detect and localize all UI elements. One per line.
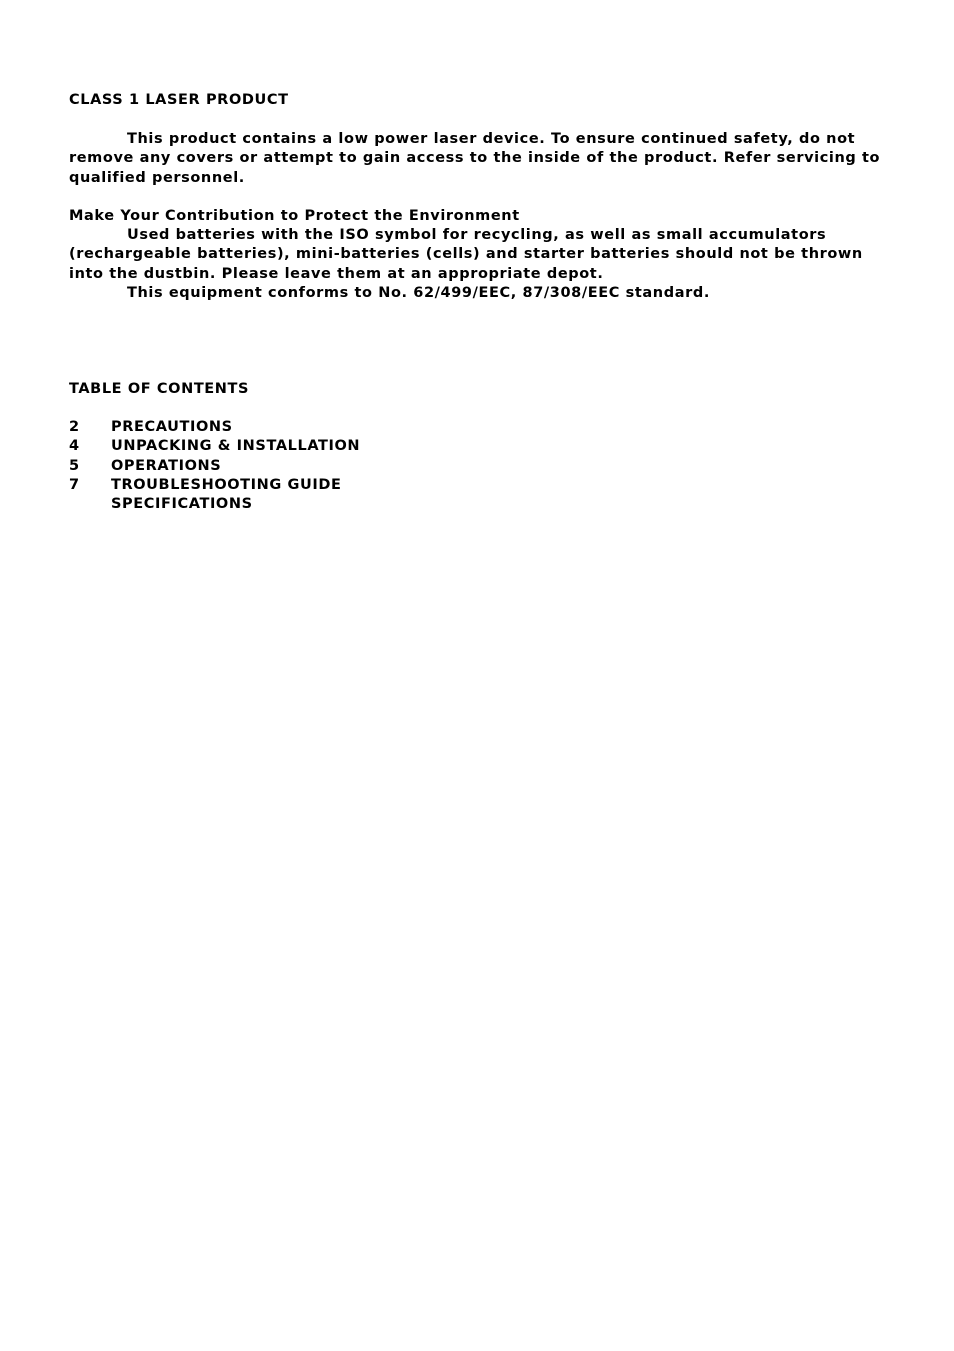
toc-title: UNPACKING & INSTALLATION xyxy=(111,438,361,455)
toc-page-number: 7 xyxy=(69,476,80,493)
toc-title: TROUBLESHOOTING GUIDE xyxy=(111,476,342,493)
toc-page-number: 5 xyxy=(69,457,80,474)
laser-warning-text: This product contains a low power laser device. To ensure continued safety, do not remove any covers or attempt to gain access to the inside of the product. Refer servicing to qualified personnel. xyxy=(69,131,881,186)
toc-title: OPERATIONS xyxy=(111,457,222,474)
environment-heading: Make Your Contribution to Protect the Environment xyxy=(69,208,520,224)
toc-page-number: 4 xyxy=(69,438,80,455)
toc-title: PRECAUTIONS xyxy=(111,419,233,435)
toc-title: SPECIFICATIONS xyxy=(111,496,253,513)
laser-heading: CLASS 1 LASER PRODUCT xyxy=(69,92,289,108)
toc-heading: TABLE OF CONTENTS xyxy=(69,381,250,397)
battery-disposal-text: Used batteries with the ISO symbol for recycling, as well as small accumulators (rechargeable batteries), mini-batteries (cells) and starter batteries should not be thrown into the dustbin. Please leave them at an appropriate depot. xyxy=(69,227,863,282)
conformity-text: This equipment conforms to No. 62/499/EEC, 87/308/EEC standard. xyxy=(127,285,710,301)
toc-page-number: 2 xyxy=(69,419,80,435)
